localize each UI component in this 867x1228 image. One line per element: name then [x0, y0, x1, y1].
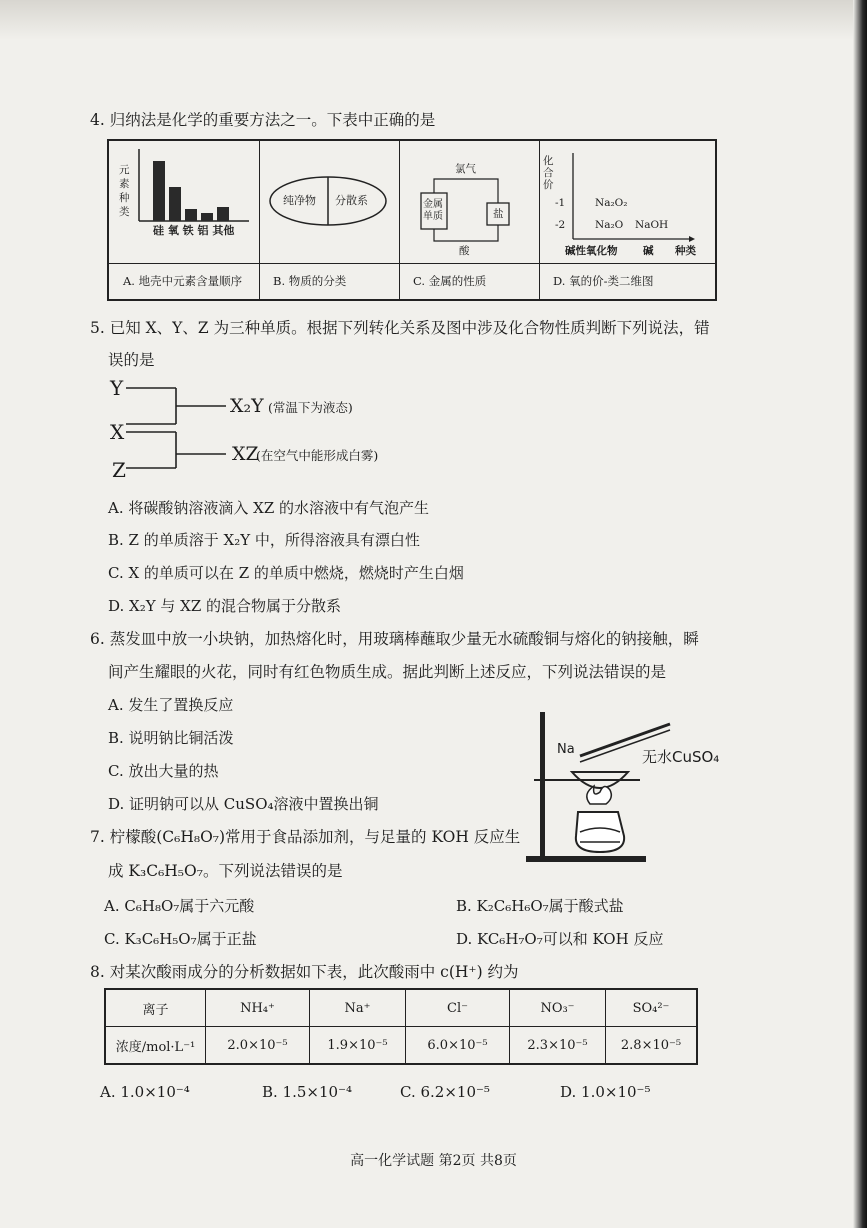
q8-header-cell: SO₄²⁻: [632, 1000, 670, 1016]
q8-header-row: [106, 990, 696, 1027]
q8-header-cell: NO₃⁻: [510, 990, 606, 1026]
bar-al: [201, 213, 213, 221]
q5-z: Z: [112, 458, 126, 482]
q4-b-caption: B. 物质的分类: [273, 274, 347, 288]
bar-other: [217, 207, 229, 221]
q4-caption-divider: [109, 263, 715, 264]
q4-d-xlabel-mid: 碱: [643, 245, 654, 257]
q8-value-cell: 2.8×10⁻⁵: [620, 1037, 682, 1053]
q5-stem-line2: 误的是: [108, 351, 155, 369]
q4-b-right: 分散系: [335, 194, 368, 207]
scan-shadow-top: [0, 0, 867, 40]
q7-option-a: A. C₆H₈O₇属于六元酸: [104, 897, 255, 915]
q5-y: Y: [110, 376, 124, 400]
q8-header-cell: Na⁺: [310, 990, 406, 1026]
q8-option-a: A. 1.0×10⁻⁴: [100, 1083, 190, 1101]
q8-option-d: D. 1.0×10⁻⁵: [560, 1083, 651, 1101]
q6-option-b: B. 说明钠比铜活泼: [108, 729, 234, 747]
bar-si: [153, 161, 165, 221]
q6-stem-line1: 6. 蒸发皿中放一小块钠，加热熔化时，用玻璃棒蘸取少量无水硫酸铜与熔化的钠接触，瞬: [90, 630, 699, 648]
page-footer: 高一化学试题 第2页 共8页: [350, 1153, 517, 1169]
q8-option-c: C. 6.2×10⁻⁵: [400, 1083, 490, 1101]
q8-value-cell: 浓度/mol·L⁻¹: [106, 1027, 206, 1063]
q6-stem-line2: 间产生耀眼的火花，同时有红色物质生成。据此判断上述反应，下列说法错误的是: [108, 663, 667, 681]
q4-d-naoh: NaOH: [635, 219, 669, 231]
q8-stem: 8. 对某次酸雨成分的分析数据如下表，此次酸雨中 c(H⁺) 约为: [90, 963, 519, 981]
q4-d-ylabel: 化 合 价: [543, 155, 554, 191]
q4-table: [107, 139, 717, 301]
q7-stem-line2: 成 K₃C₆H₅O₇。下列说法错误的是: [108, 862, 343, 880]
q6-na-label: Na: [557, 742, 575, 757]
q6-option-c: C. 放出大量的热: [108, 762, 219, 780]
q7-option-d: D. KC₆H₇O₇可以和 KOH 反应: [456, 930, 664, 948]
bar-o: [169, 187, 181, 221]
q8-table: [104, 988, 698, 1065]
scan-shadow-right: [853, 0, 867, 1228]
q7-option-b: B. K₂C₆H₆O₇属于酸式盐: [456, 897, 624, 915]
q4-d-caption: D. 氧的价-类二维图: [553, 274, 654, 288]
q8-header-cell: Cl⁻: [406, 990, 510, 1026]
q4-d-xlabel-right: 种类: [675, 245, 696, 257]
q5-option-a: A. 将碳酸钠溶液滴入 XZ 的水溶液中有气泡产生: [108, 499, 430, 517]
q4-d-tick-2: -2: [555, 219, 566, 231]
bar-fe: [185, 209, 197, 221]
q7-stem-line1: 7. 柠檬酸(C₆H₈O₇)常用于食品添加剂，与足量的 KOH 反应生: [90, 828, 521, 846]
q5-x2y-note: (常温下为液态): [268, 400, 353, 415]
q5-option-c: C. X 的单质可以在 Z 的单质中燃烧，燃烧时产生白烟: [108, 564, 464, 582]
q4-c-caption: C. 金属的性质: [413, 274, 487, 288]
q4-d-tick-1: -1: [555, 197, 566, 209]
q6-apparatus-figure: [520, 706, 720, 866]
q8-option-b: B. 1.5×10⁻⁴: [262, 1083, 352, 1101]
q5-relation-diagram: [108, 376, 368, 486]
q5-xz: XZ: [232, 443, 259, 465]
q4-d-xlabel-left: 碱性氧化物: [565, 245, 618, 257]
q5-xz-note: (在空气中能形成白雾): [256, 448, 379, 463]
q8-value-cell: 6.0×10⁻⁵: [406, 1027, 510, 1063]
q4-b-ellipse: [259, 141, 399, 263]
q5-option-b: B. Z 的单质溶于 X₂Y 中，所得溶液具有漂白性: [108, 531, 420, 549]
q4-a-caption: A. 地壳中元素含量顺序: [123, 274, 243, 288]
q8-value-cell: 2.3×10⁻⁵: [510, 1027, 606, 1063]
q4-d-na2o2: Na₂O₂: [595, 197, 628, 209]
q4-d-na2o: Na₂O: [595, 219, 624, 231]
q8-value-cell: 1.9×10⁻⁵: [310, 1027, 406, 1063]
q6-option-d: D. 证明钠可以从 CuSO₄溶液中置换出铜: [108, 795, 379, 813]
q8-value-row: [106, 1027, 696, 1063]
q4-c-right: 盐: [493, 208, 504, 220]
q4-a-xlabels: 硅 氧 铁 铝 其他: [153, 224, 235, 237]
q4-bar-chart: [109, 141, 259, 263]
q4-a-ylabel: 元 素 种 类: [119, 164, 130, 218]
q4-c-left: 金属单质: [423, 199, 443, 222]
q4-c-top: 氯气: [455, 163, 476, 175]
q8-header-cell: 离子: [106, 990, 206, 1026]
q4-stem: 4. 归纳法是化学的重要方法之一。下表中正确的是: [90, 111, 436, 129]
q5-option-d: D. X₂Y 与 XZ 的混合物属于分散系: [108, 597, 342, 615]
q7-option-c: C. K₃C₆H₅O₇属于正盐: [104, 930, 257, 948]
q6-option-a: A. 发生了置换反应: [108, 696, 234, 714]
q8-header-cell: NH₄⁺: [206, 990, 310, 1026]
q5-stem-line1: 5. 已知 X、Y、Z 为三种单质。根据下列转化关系及图中涉及化合物性质判断下列说法，错: [90, 319, 710, 337]
q4-c-bottom: 酸: [459, 245, 470, 257]
q6-cuso4-label: 无水CuSO₄: [642, 748, 720, 766]
q5-x2y: X₂Y: [230, 395, 264, 417]
q5-x: X: [110, 420, 125, 444]
q8-value-cell: 2.0×10⁻⁵: [206, 1027, 310, 1063]
q4-b-left: 纯净物: [283, 194, 316, 207]
